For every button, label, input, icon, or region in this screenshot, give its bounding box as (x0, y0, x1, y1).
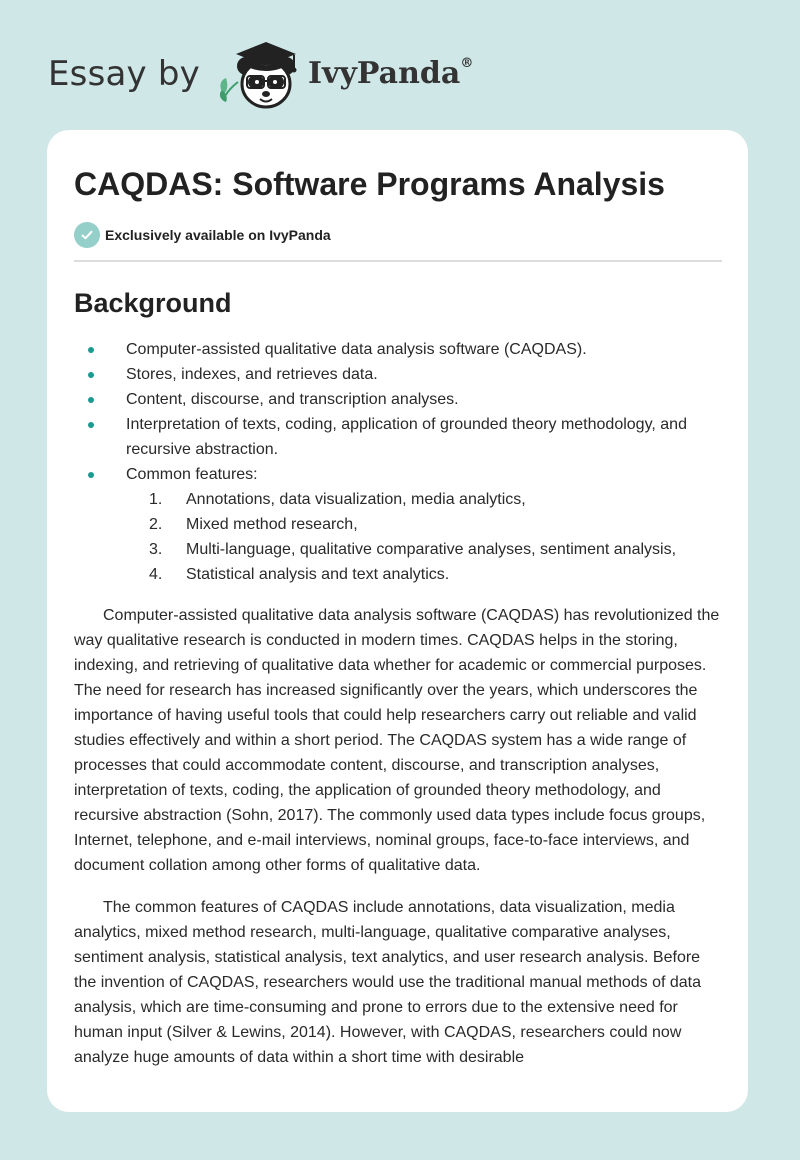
essay-by-label: Essay by (48, 54, 200, 94)
bullet-icon (88, 397, 94, 403)
list-item-text: Computer-assisted qualitative data analysis software (CAQDAS). (126, 341, 587, 358)
list-item-text: Content, discourse, and transcription analyses. (126, 391, 459, 408)
feature-item (149, 562, 722, 587)
background-list (74, 337, 722, 587)
list-item (126, 462, 722, 587)
essay-title: CAQDAS: Software Programs Analysis (74, 166, 665, 202)
feature-number: 3. (149, 541, 163, 558)
section-heading: Background (74, 288, 232, 318)
brand-name[interactable] (307, 56, 474, 91)
bullet-icon (88, 472, 94, 478)
feature-number: 1. (149, 491, 163, 508)
exclusive-badge (74, 221, 722, 249)
features-list (126, 487, 722, 587)
feature-item (149, 537, 722, 562)
registered-mark: ® (460, 56, 474, 71)
list-item (126, 337, 722, 362)
bullet-icon (88, 422, 94, 428)
feature-item (149, 512, 722, 537)
feature-number: 2. (149, 516, 163, 533)
feature-number: 4. (149, 566, 163, 583)
body-paragraph: Computer-assisted qualitative data analysis software (CAQDAS) has revolutionized the way qualitative research is conducted in modern times. CAQDAS helps in the storing, indexing, and retrieving of qualitative data whether for academic or commercial purposes. The need for research has increased significantly over the years, which underscores the importance of having useful tools that could help researchers carry out reliable and valid studies effectively and within a short period. The CAQDAS system has a wide range of processes that could accommodate content, discourse, and transcription analyses, interpretation of texts, coding, the application of grounded theory methodology, and recursive abstraction (Sohn, 2017). The commonly used data types include focus groups, Internet, telephone, and e-mail interviews, nominal groups, face-to-face interviews, and document collation among other forms of qualitative data. (74, 607, 720, 874)
essay-card (47, 130, 748, 1112)
list-item-text: Stores, indexes, and retrieves data. (126, 366, 378, 383)
feature-text: Statistical analysis and text analytics. (186, 566, 450, 583)
list-item-text: Interpretation of texts, coding, application of grounded theory methodology, and recursive abstraction. (126, 416, 687, 458)
list-item (126, 362, 722, 387)
bullet-icon (88, 347, 94, 353)
check-circle-icon (74, 222, 100, 248)
exclusive-label: Exclusively available on IvyPanda (105, 227, 331, 243)
feature-text: Multi-language, qualitative comparative analyses, sentiment analysis, (186, 541, 677, 558)
brand-name-text: IvyPanda (307, 56, 461, 91)
body-paragraph: The common features of CAQDAS include annotations, data visualization, media analytics, mixed method research, multi-language, qualitative comparative analyses, sentiment analysis, statistical analysis, text analytics, and user research analysis. Before the invention of CAQDAS, researchers would use the traditional manual methods of data analysis, which are time-consuming and prone to errors due to the extensive need for human input (Silver & Lewins, 2014). However, with CAQDAS, researchers could now analyze huge amounts of data within a short time with desirable (74, 899, 702, 1066)
feature-text: Mixed method research, (186, 516, 358, 533)
list-item (126, 412, 722, 462)
site-header (48, 36, 473, 112)
list-item (126, 387, 722, 412)
feature-item (149, 487, 722, 512)
bullet-icon (88, 372, 94, 378)
panda-graduate-logo-icon[interactable] (214, 36, 306, 112)
feature-text: Annotations, data visualization, media analytics, (186, 491, 526, 508)
list-item-text: Common features: (126, 466, 258, 483)
